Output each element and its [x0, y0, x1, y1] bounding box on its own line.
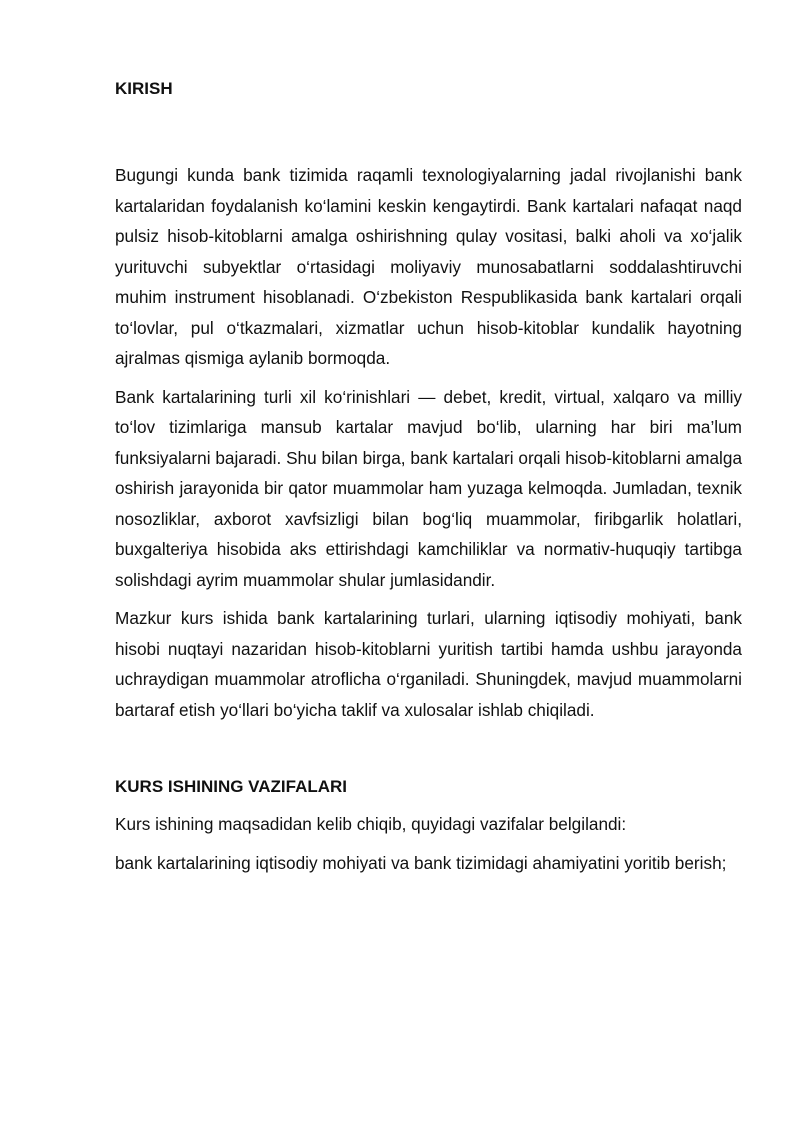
heading-tasks: KURS ISHINING VAZIFALARI [115, 777, 348, 796]
tasks-intro: Kurs ishining maqsadidan kelib chiqib, quyidagi vazifalar belgilandi: [115, 814, 627, 834]
heading-intro: KIRISH [115, 79, 173, 98]
spacer [115, 733, 742, 775]
intro-paragraph-1: Bugungi kunda bank tizimida raqamli texnologiyalarning jadal rivojlanishi bank kartalaridan foydalanish ko‘lamini keskin kengaytirdi. Bank kartalari nafaqat naqd pulsiz hisob-kitoblarni amalga oshirishning qulay vositasi, balki aholi va xo‘jalik yurituvchi subyektlar o‘rtasidagi moliyaviy munosabatlarni soddalashtiruvchi muhim instrument hisoblanadi. O‘zbekiston Respublikasida bank kartalari orqali to‘lovlar, pul o‘tkazmalari, xizmatlar uchun hisob-kitoblar kundalik hayotning ajralmas qismiga aylanib bormoqda. [115, 165, 742, 368]
spacer [115, 101, 742, 160]
intro-paragraph-2: Bank kartalarining turli xil ko‘rinishlari — debet, kredit, virtual, xalqaro va milliy to‘lov tizimlariga mansub kartalar mavjud bo‘lib, ularning har biri ma’lum funksiyalarni bajaradi. Shu bilan birga, bank kartalari orqali hisob-kitoblarni amalga oshirish jarayonida bir qator muammolar ham yuzaga kelmoqda. Jumladan, texnik nosozliklar, axborot xavfsizligi bilan bog‘liq muammolar, firibgarlik holatlari, buxgalteriya hisobida aks ettirishdagi kamchiliklar va normativ-huquqiy tartibga solishdagi ayrim muammolar shular jumlasidandir. [115, 386, 742, 590]
task-item-1: bank kartalarining iqtisodiy mohiyati va bank tizimidagi ahamiyatini yoritib berish; [115, 852, 727, 873]
intro-paragraph-3: Mazkur kurs ishida bank kartalarining turlari, ularning iqtisodiy mohiyati, bank hisobi nuqtayi nazaridan hisob-kitoblarni yuritish tartibi hamda ushbu jarayonda uchraydigan muammolar atroflicha o‘rganiladi. Shuningdek, mavjud muammolarni bartaraf etish yo‘llari bo‘yicha taklif va xulosalar ishlab chiqiladi. [115, 608, 742, 720]
document-content [115, 77, 742, 886]
